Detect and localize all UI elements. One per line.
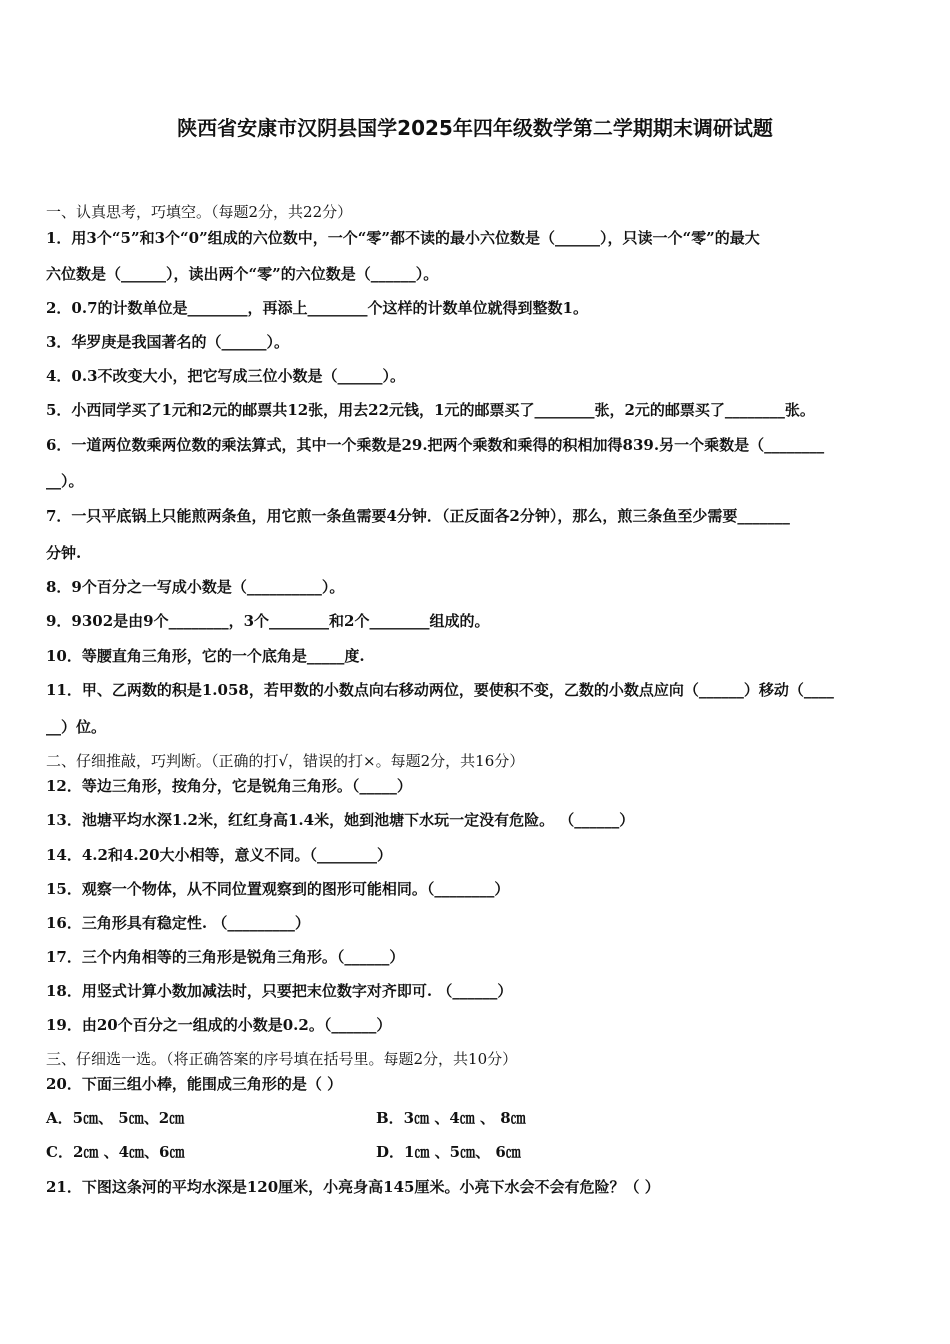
question-line: 5．小西同学买了1元和2元的邮票共12张，用去22元钱，1元的邮票买了________张，2元的邮票买了________张。 <box>46 401 815 419</box>
section2-heading: 二、仔细推敲，巧判断。（正确的打√，错误的打×。每题2分，共16分） <box>46 752 525 770</box>
question-line: 1．用3个“5”和3个“0”组成的六位数中，一个“零”都不读的最小六位数是（______），只读一个“零”的最大 <box>46 229 760 247</box>
question-line: 12．等边三角形，按角分，它是锐角三角形。（_____） <box>46 777 412 795</box>
question-line: 分钟. <box>46 544 82 562</box>
question-21: 21．下图这条河的平均水深是120厘米，小亮身高145厘米。小亮下水会不会有危险？（ ） <box>46 1178 660 1196</box>
question-line: 16．三角形具有稳定性. （_________） <box>46 914 310 932</box>
question-line: 18．用竖式计算小数加减法时，只要把末位数字对齐即可. （______） <box>46 982 513 1000</box>
question-line: 14．4.2和4.20大小相等，意义不同。（________） <box>46 846 393 864</box>
page-title: 陕西省安康市汉阴县国学2025年四年级数学第二学期期末调研试题 <box>177 116 773 140</box>
question-line: 6．一道两位数乘两位数的乘法算式，其中一个乘数是29.把两个乘数和乘得的积相加得839.另一个乘数是（________ <box>46 436 825 454</box>
question-line: 8．9个百分之一写成小数是（__________）。 <box>46 578 345 596</box>
question-20: 20．下面三组小棒，能围成三角形的是（ ） <box>46 1075 343 1093</box>
question-line: __）。 <box>46 472 84 490</box>
question-line: 2．0.7的计数单位是________，再添上________个这样的计数单位就得到整数1。 <box>46 299 588 317</box>
question-line: 7．一只平底锅上只能煎两条鱼，用它煎一条鱼需要4分钟．（正反面各2分钟），那么，煎三条鱼至少需要_______ <box>46 507 790 525</box>
option-d: D．1㎝ 、5㎝、 6㎝ <box>376 1143 521 1161</box>
question-line: 10．等腰直角三角形，它的一个底角是_____度. <box>46 647 365 665</box>
question-line: 3．华罗庚是我国著名的（______）。 <box>46 333 289 351</box>
section3-heading: 三、仔细选一选。（将正确答案的序号填在括号里。每题2分，共10分） <box>46 1050 518 1068</box>
question-line: __）位。 <box>46 718 107 736</box>
question-line: 11．甲、乙两数的积是1.058，若甲数的小数点向右移动两位，要使积不变，乙数的小数点应向（______）移动（____ <box>46 681 834 699</box>
question-line: 4．0.3不改变大小，把它写成三位小数是（______）。 <box>46 367 406 385</box>
section1-heading: 一、认真思考，巧填空。（每题2分，共22分） <box>46 203 353 221</box>
question-line: 六位数是（______），读出两个“零”的六位数是（______）。 <box>46 265 439 283</box>
question-line: 15．观察一个物体，从不同位置观察到的图形可能相同。（________） <box>46 880 510 898</box>
question-line: 13．池塘平均水深1.2米，红红身高1.4米，她到池塘下水玩一定没有危险。 （______） <box>46 811 635 829</box>
question-line: 17．三个内角相等的三角形是锐角三角形。（______） <box>46 948 405 966</box>
option-a: A．5㎝、 5㎝、2㎝ <box>46 1109 185 1127</box>
question-line: 9．9302是由9个________，3个________和2个________组成的。 <box>46 612 490 630</box>
question-line: 19．由20个百分之一组成的小数是0.2。（______） <box>46 1016 392 1034</box>
option-b: B．3㎝ 、4㎝ 、 8㎝ <box>376 1109 526 1127</box>
option-c: C．2㎝ 、4㎝、6㎝ <box>46 1143 185 1161</box>
